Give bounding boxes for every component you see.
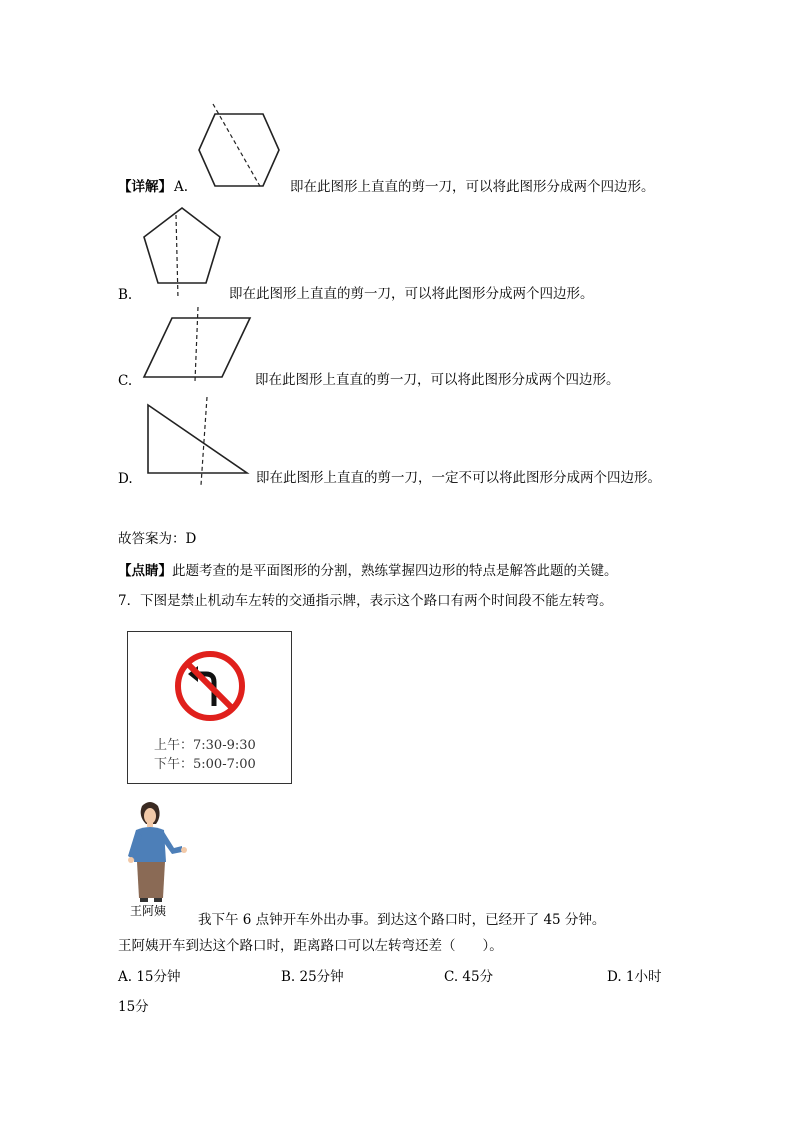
option-d-text: 即在此图形上直直的剪一刀，一定不可以将此图形分成两个四边形。 (256, 470, 661, 486)
sign-am-hours: 上午：7:30-9:30 (154, 738, 256, 753)
option-b-letter: B. (118, 287, 133, 303)
no-left-turn-icon (174, 650, 246, 722)
question7-stem: 7．下图是禁止机动车左转的交通指示牌，表示这个路口有两个时间段不能左转弯。 (118, 593, 613, 609)
question-text: 王阿姨开车到达这个路口时，距离路口可以左转弯还差（ ）。 (118, 938, 503, 954)
comment-text: 此题考查的是平面图形的分割，熟练掌握四边形的特点是解答此题的关键。 (172, 563, 618, 579)
person-label: 王阿姨 (130, 904, 167, 918)
woman-figure-icon (120, 800, 195, 904)
triangle-figure (143, 395, 253, 487)
comment-tag: 【点睛】 (118, 563, 172, 579)
hexagon-figure (195, 102, 285, 194)
parallelogram-figure (140, 305, 255, 383)
speech-text: 我下午 6 点钟开车外出办事。到达这个路口时，已经开了 45 分钟。 (198, 912, 606, 928)
option-d-letter: D. (118, 471, 133, 487)
choice-d-continuation: 15分 (118, 999, 149, 1015)
option-c-letter: C. (118, 373, 133, 389)
sign-pm-hours: 下午：5:00-7:00 (154, 757, 256, 772)
choice-c[interactable]: C. 45分 (444, 969, 494, 985)
option-a-letter: A. (174, 179, 189, 195)
comment-line (118, 562, 618, 580)
option-c-text: 即在此图形上直直的剪一刀，可以将此图形分成两个四边形。 (255, 372, 620, 388)
detail-tag: 【详解】 (118, 179, 172, 195)
option-a-text: 即在此图形上直直的剪一刀，可以将此图形分成两个四边形。 (290, 179, 655, 195)
answer-line: 故答案为：D (118, 531, 197, 547)
traffic-sign-board (127, 631, 292, 784)
choice-a[interactable]: A. 15分钟 (118, 969, 181, 985)
pentagon-figure (140, 205, 225, 300)
choice-b[interactable]: B. 25分钟 (281, 969, 344, 985)
choice-d[interactable]: D. 1小时 (607, 969, 662, 985)
option-b-text: 即在此图形上直直的剪一刀，可以将此图形分成两个四边形。 (229, 286, 594, 302)
